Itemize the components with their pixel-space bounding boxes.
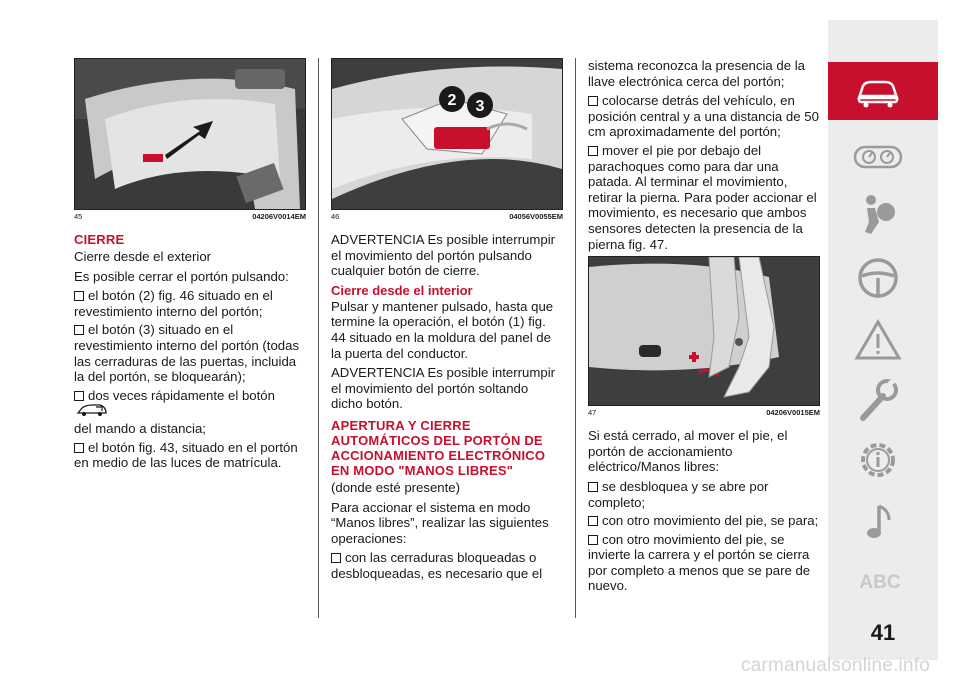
trunk-key-icon xyxy=(76,403,108,421)
subheading-cierre-interior: Cierre desde el interior xyxy=(331,282,473,298)
warning-icon[interactable] xyxy=(853,318,903,362)
figure-code: 04056V0055EM xyxy=(509,212,563,221)
paragraph: Es posible cerrar el portón pulsando: xyxy=(74,268,289,284)
checkbox-bullet-icon xyxy=(588,516,598,526)
list-item: con otro movimiento del pie, se para; xyxy=(588,513,820,529)
figure-number: 45 xyxy=(74,212,83,221)
section-heading-cierre: CIERRE xyxy=(74,232,125,247)
column-divider xyxy=(318,58,319,618)
figure-47-caption xyxy=(588,408,820,418)
watermark: carmanualsonline.info xyxy=(740,655,930,676)
paragraph: Para accionar el sistema en modo “Manos libres”, realizar las siguientes operaciones: xyxy=(331,499,549,546)
checkbox-bullet-icon xyxy=(74,291,84,301)
figure-45-trunk-interior xyxy=(74,58,306,210)
figure-46-tailgate-buttons xyxy=(331,58,563,210)
figure-number: 47 xyxy=(588,408,597,418)
list-item: el botón (2) fig. 46 situado en el revestimiento interno del portón; xyxy=(74,288,273,319)
airbag-icon[interactable] xyxy=(853,192,903,236)
list-item: el botón fig. 43, situado en el portón en medio de las luces de matrícula. xyxy=(74,439,298,471)
column-divider xyxy=(575,58,576,618)
callout-2 xyxy=(439,86,465,112)
list-item: mover el pie por debajo del parachoques como para dar una patada. Al terminar el movimiento, retirar la pierna. Para poder accionar el movimiento, es necesario que ambos sensores detecten la presencia de la pierna fig. 47. xyxy=(588,142,817,252)
paragraph: Pulsar y mantener pulsado, hasta que termine la operación, el botón (1) fig. 44 situado en la moldura del panel de la puerta del conductor. xyxy=(331,298,554,361)
section-heading-manos-libres: APERTURA Y CIERRE AUTOMÁTICOS DEL PORTÓN DE ACCIONAMIENTO ELECTRÓNICO EN MODO "MANOS LIBRES" xyxy=(331,417,546,478)
svg-text:2: 2 xyxy=(447,92,457,109)
figure-46-caption xyxy=(331,212,563,222)
list-item: con otro movimiento del pie, se invierte la carrera y el portón se cierra por completo a menos que se pare de nuevo. xyxy=(588,531,811,594)
figure-code: 04206V0015EM xyxy=(766,408,820,418)
dashboard-icon[interactable] xyxy=(853,135,903,179)
checkbox-bullet-icon xyxy=(588,482,598,492)
list-item: se desbloquea y se abre por completo; xyxy=(588,478,769,510)
chapter-sidebar xyxy=(828,20,938,660)
column-1 xyxy=(74,58,306,474)
paragraph: Cierre desde el exterior xyxy=(74,249,212,264)
list-item: con las cerraduras bloqueadas o desbloqueadas, es necesario que el xyxy=(331,550,543,581)
checkbox-bullet-icon xyxy=(74,443,84,453)
index-abc-tab[interactable]: ABC xyxy=(859,572,901,593)
checkbox-bullet-icon xyxy=(588,146,598,156)
page-number: 41 xyxy=(870,620,896,645)
list-item: dos veces rápidamente el botón del mando a distancia; xyxy=(74,387,275,436)
paragraph: (donde esté presente) xyxy=(331,479,461,495)
car-icon[interactable] xyxy=(853,68,903,112)
music-note-icon[interactable] xyxy=(853,500,903,544)
paragraph: ADVERTENCIA Es posible interrumpir el movimiento del portón pulsando cualquier botón de cierre. xyxy=(331,232,556,279)
paragraph: Si está cerrado, al mover el pie, el portón de accionamiento eléctrico/Manos libres: xyxy=(588,428,788,475)
callout-3 xyxy=(467,92,493,118)
list-item: el botón (3) situado en el revestimiento interno del portón (todas las cerraduras de las puertas, incluida la del portón, se bloquearán); xyxy=(74,322,300,385)
wrench-icon[interactable] xyxy=(853,378,903,422)
checkbox-bullet-icon xyxy=(588,96,598,106)
figure-45-caption xyxy=(74,212,306,222)
paragraph: sistema reconozca la presencia de la llave electrónica cerca del portón; xyxy=(588,58,805,89)
column-3 xyxy=(588,58,820,597)
trunk-interior-illustration xyxy=(75,59,305,209)
checkbox-bullet-icon xyxy=(331,553,341,563)
column-2 xyxy=(331,58,563,585)
list-item: colocarse detrás del vehículo, en posición central y a una distancia de 50 cm aproximadamente del portón; xyxy=(588,93,819,140)
steering-wheel-icon[interactable] xyxy=(853,256,903,300)
paragraph: ADVERTENCIA Es posible interrumpir el movimiento del portón soltando dicho botón. xyxy=(331,365,556,412)
tailgate-buttons-illustration xyxy=(332,59,562,209)
figure-47-foot-gesture xyxy=(588,256,820,406)
checkbox-bullet-icon xyxy=(74,391,84,401)
info-gear-icon[interactable] xyxy=(853,438,903,482)
figure-code: 04206V0014EM xyxy=(252,212,306,221)
svg-text:3: 3 xyxy=(475,98,485,115)
foot-gesture-illustration xyxy=(589,257,819,405)
checkbox-bullet-icon xyxy=(74,325,84,335)
checkbox-bullet-icon xyxy=(588,535,598,545)
figure-number: 46 xyxy=(331,212,340,221)
